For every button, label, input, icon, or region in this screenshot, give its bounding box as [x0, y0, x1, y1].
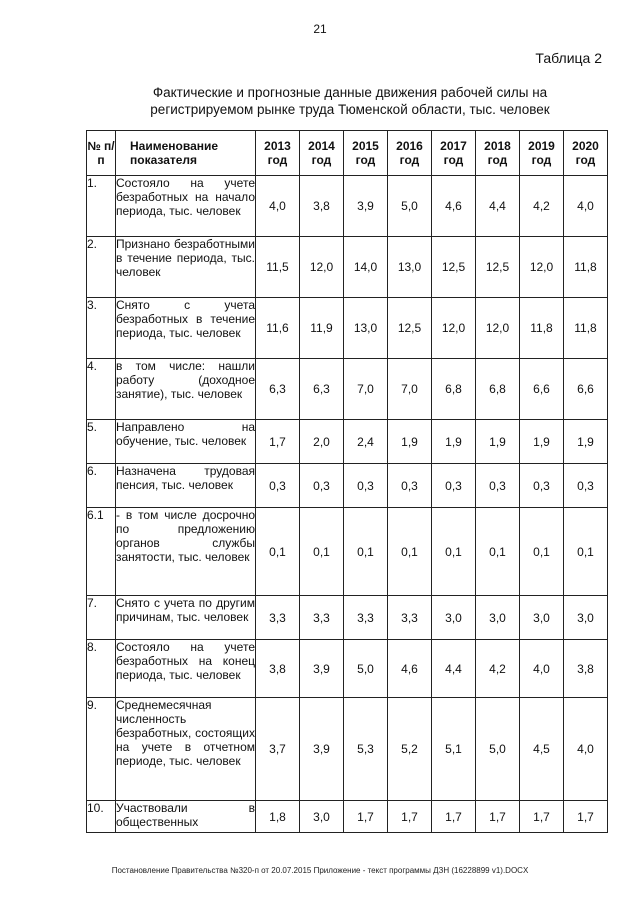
table-row	[87, 298, 608, 359]
year-value: 1,7	[520, 801, 564, 833]
year-value: 4,6	[432, 176, 476, 237]
header-year: 2013 год	[256, 131, 300, 176]
year-value: 0,3	[300, 464, 344, 508]
year-value: 5,3	[344, 698, 388, 801]
indicator-name: Среднемесячная численность безработных, состоящих на учете в отчетном периоде, тыс. человек	[116, 698, 256, 801]
year-value: 14,0	[344, 237, 388, 298]
year-value: 3,0	[432, 596, 476, 640]
row-number: 10.	[87, 801, 116, 833]
year-value: 3,0	[476, 596, 520, 640]
row-number: 5.	[87, 420, 116, 464]
year-value: 11,8	[564, 237, 608, 298]
document-title: Фактические и прогнозные данные движения рабочей силы на регистрируемом рынке труда Тюменской области, тыс. человек	[150, 85, 550, 117]
page-number: 21	[313, 22, 327, 36]
year-value: 6,8	[432, 359, 476, 420]
year-value: 12,0	[432, 298, 476, 359]
year-value: 1,7	[344, 801, 388, 833]
table-row	[87, 464, 608, 508]
year-value: 5,0	[344, 640, 388, 698]
indicator-name: Состояло на учете безработных на конец периода, тыс. человек	[116, 640, 256, 698]
year-value: 6,6	[564, 359, 608, 420]
year-value: 3,3	[388, 596, 432, 640]
table-row	[87, 359, 608, 420]
year-value: 2,0	[300, 420, 344, 464]
year-value: 3,0	[300, 801, 344, 833]
year-value: 1,7	[388, 801, 432, 833]
year-value: 0,3	[344, 464, 388, 508]
indicator-name: Направлено на обучение, тыс. человек	[116, 420, 256, 464]
year-value: 1,7	[476, 801, 520, 833]
year-value: 3,8	[564, 640, 608, 698]
year-value: 4,5	[520, 698, 564, 801]
year-value: 3,8	[256, 640, 300, 698]
year-value: 4,4	[476, 176, 520, 237]
year-value: 6,3	[256, 359, 300, 420]
year-value: 0,1	[388, 508, 432, 596]
year-value: 11,6	[256, 298, 300, 359]
table-row	[87, 698, 608, 801]
year-value: 7,0	[388, 359, 432, 420]
year-value: 3,8	[300, 176, 344, 237]
year-value: 12,5	[432, 237, 476, 298]
year-value: 13,0	[388, 237, 432, 298]
table-row	[87, 176, 608, 237]
year-value: 1,9	[520, 420, 564, 464]
year-value: 5,0	[388, 176, 432, 237]
year-value: 11,5	[256, 237, 300, 298]
year-value: 4,2	[520, 176, 564, 237]
year-value: 0,3	[432, 464, 476, 508]
year-value: 4,6	[388, 640, 432, 698]
row-number: 6.1	[87, 508, 116, 596]
year-value: 4,0	[520, 640, 564, 698]
year-value: 0,3	[388, 464, 432, 508]
year-value: 7,0	[344, 359, 388, 420]
table-row	[87, 596, 608, 640]
year-value: 0,1	[300, 508, 344, 596]
table-header-row	[87, 131, 608, 176]
year-value: 13,0	[344, 298, 388, 359]
indicator-name: Снято с учета безработных в течение периода, тыс. человек	[116, 298, 256, 359]
year-value: 0,1	[564, 508, 608, 596]
row-number: 7.	[87, 596, 116, 640]
row-number: 9.	[87, 698, 116, 801]
year-value: 3,9	[344, 176, 388, 237]
year-value: 12,0	[300, 237, 344, 298]
year-value: 2,4	[344, 420, 388, 464]
year-value: 0,3	[520, 464, 564, 508]
year-value: 12,0	[476, 298, 520, 359]
row-number: 8.	[87, 640, 116, 698]
year-value: 1,7	[256, 420, 300, 464]
row-number: 1.	[87, 176, 116, 237]
year-value: 0,3	[564, 464, 608, 508]
year-value: 1,9	[476, 420, 520, 464]
year-value: 3,0	[564, 596, 608, 640]
header-year: 2016 год	[388, 131, 432, 176]
year-value: 1,9	[432, 420, 476, 464]
year-value: 12,5	[388, 298, 432, 359]
year-value: 1,8	[256, 801, 300, 833]
header-year: 2017 год	[432, 131, 476, 176]
year-value: 4,0	[564, 698, 608, 801]
year-value: 6,8	[476, 359, 520, 420]
year-value: 4,0	[256, 176, 300, 237]
row-number: 2.	[87, 237, 116, 298]
year-value: 12,5	[476, 237, 520, 298]
header-year: 2020 год	[564, 131, 608, 176]
year-value: 0,3	[476, 464, 520, 508]
year-value: 5,1	[432, 698, 476, 801]
year-value: 0,1	[432, 508, 476, 596]
year-value: 0,1	[344, 508, 388, 596]
row-number: 4.	[87, 359, 116, 420]
table-label: Таблица 2	[535, 50, 602, 66]
year-value: 1,7	[432, 801, 476, 833]
header-year: 2018 год	[476, 131, 520, 176]
year-value: 0,1	[476, 508, 520, 596]
header-year: 2014 год	[300, 131, 344, 176]
year-value: 3,3	[344, 596, 388, 640]
indicator-name: в том числе: нашли работу (доходное занятие), тыс. человек	[116, 359, 256, 420]
indicator-name: Участвовали в общественных	[116, 801, 256, 833]
year-value: 4,2	[476, 640, 520, 698]
indicator-name: Признано безработными в течение периода, тыс. человек	[116, 237, 256, 298]
year-value: 5,2	[388, 698, 432, 801]
year-value: 0,3	[256, 464, 300, 508]
year-value: 11,8	[564, 298, 608, 359]
footer: Постановление Правительства №320-п от 20.07.2015 Приложение - текст программы ДЗН (16228899 v1).DOCX	[111, 866, 529, 875]
year-value: 3,3	[300, 596, 344, 640]
year-value: 4,4	[432, 640, 476, 698]
year-value: 5,0	[476, 698, 520, 801]
indicator-name: - в том числе досрочно по предложению органов службы занятости, тыс. человек	[116, 508, 256, 596]
header-year: 2019 год	[520, 131, 564, 176]
year-value: 11,9	[300, 298, 344, 359]
year-value: 3,3	[256, 596, 300, 640]
year-value: 1,7	[564, 801, 608, 833]
year-value: 3,7	[256, 698, 300, 801]
year-value: 3,0	[520, 596, 564, 640]
year-value: 6,6	[520, 359, 564, 420]
indicator-name: Состояло на учете безработных на начало периода, тыс. человек	[116, 176, 256, 237]
year-value: 0,1	[520, 508, 564, 596]
table-row	[87, 640, 608, 698]
year-value: 0,1	[256, 508, 300, 596]
year-value: 1,9	[564, 420, 608, 464]
labor-force-table	[86, 130, 608, 833]
year-value: 11,8	[520, 298, 564, 359]
header-num: № п/п	[87, 131, 116, 176]
header-year: 2015 год	[344, 131, 388, 176]
year-value: 12,0	[520, 237, 564, 298]
table-row	[87, 420, 608, 464]
year-value: 4,0	[564, 176, 608, 237]
year-value: 6,3	[300, 359, 344, 420]
year-value: 1,9	[388, 420, 432, 464]
table-row	[87, 801, 608, 833]
indicator-name: Назначена трудовая пенсия, тыс. человек	[116, 464, 256, 508]
indicator-name: Снято с учета по другим причинам, тыс. человек	[116, 596, 256, 640]
table-body	[87, 176, 608, 833]
table-row	[87, 508, 608, 596]
year-value: 3,9	[300, 698, 344, 801]
row-number: 6.	[87, 464, 116, 508]
year-value: 3,9	[300, 640, 344, 698]
header-name: Наименование показателя	[116, 131, 256, 176]
table-row	[87, 237, 608, 298]
row-number: 3.	[87, 298, 116, 359]
